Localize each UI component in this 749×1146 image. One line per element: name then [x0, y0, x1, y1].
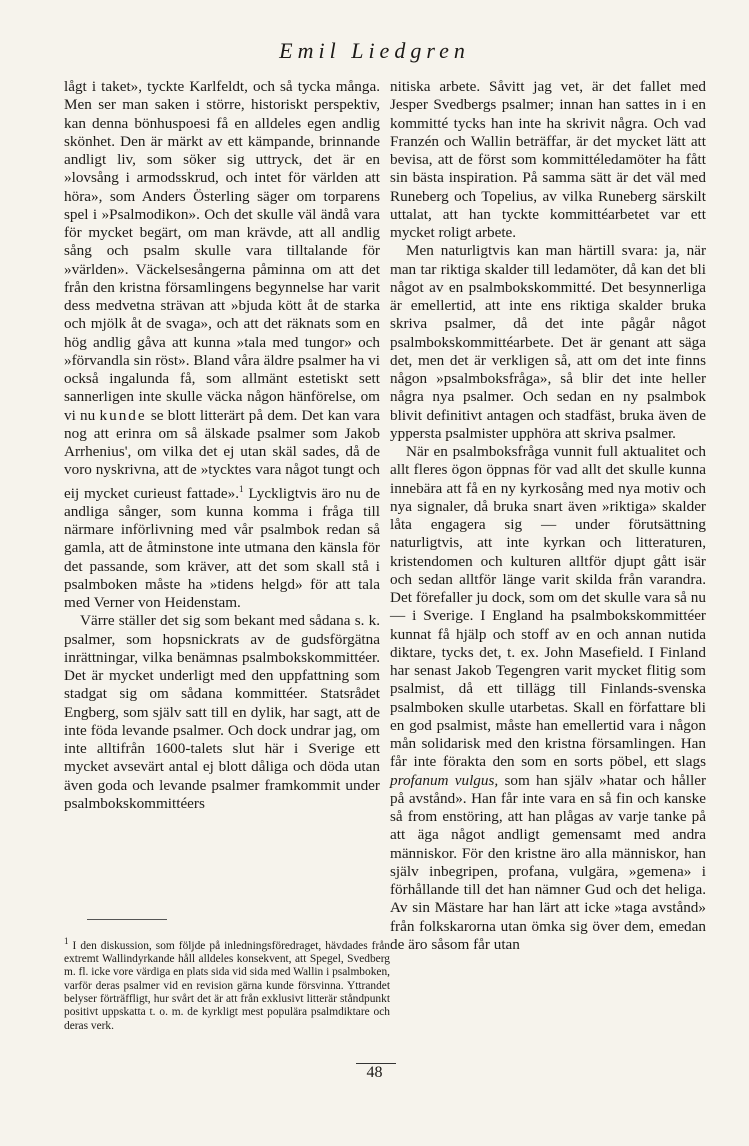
footnote-marker: 1 [239, 483, 244, 494]
paragraph [64, 78, 380, 612]
right-column [390, 78, 706, 954]
spaced-word: kunde [99, 406, 147, 424]
footnote-divider [87, 919, 167, 920]
paragraph-text: se blott litterärt på dem. Det kan vara nog att erinra om så älskade psalmer som Jakob Arrhenius', om vilka det ej utan skäl sades, då de voro nyskrivna, att de »tycktes vara något tungt och eij mycket curieust fattade». [64, 406, 381, 502]
footnote-number: 1 [64, 936, 69, 946]
paragraph-text: Lyckligtvis äro nu de andliga sånger, som kunna komma i fråga till närmare införlivning med vår psalmbok redan så gamla, att de åtminstone inte utmana den känsla för det passande, som kräver, att det som skall stå i psalmboken måste ha »tidens helgd» för att tala med Verner von Heidenstam. [64, 484, 380, 612]
page-number: 48 [366, 1064, 383, 1081]
paragraph: nitiska arbete. Såvitt jag vet, är det fallet med Jesper Svedbergs psalmer; innan han sattes in i en kommitté tycks han inte ha skrivit några. Och vad Franzén och Wallin beträffar, är det mycket lätt att bevisa, att de först som kommittéledamöter ha fått sin bästa inspiration. På samma sätt är det väl med Runeberg och Topelius, av vilka Runeberg särskilt uttalat, att han tyckte kommittéarbetet var ett mycket roligt arbete. [390, 78, 706, 241]
paragraph-text: lågt i taket», tyckte Karlfeldt, och så tycka många. Men ser man saken i större, historiskt perspektiv, kan denna bönhuspoesi få en alldeles egen andlig skönhet. Den är märkt av ett kämpande, brinnande andligt liv, som söker sig uttryck, det är en »lovsång i armodsskrud, och intet för världen att höra», som Anders Österling säger om torparens spel i »Psalmodikon». Och det skulle väl ändå vara för mycket begärt, om man krävde, att all andlig sång och psalm skulle vara tilltalande för »världen». Väckelsesångerna påminna om att det från den kristna församlingens begynnelse har varit dess medvetna strävan att »bjuda kött åt de starka och mjölk åt de svaga», och att det räknats som en hög andlig gåva att kunna »tala med tungor» och »förvandla sin röst». Bland våra äldre psalmer ha vi också ingalunda få, som allmänt estetiskt sett sannerligen inte skulle väcka någon hänförelse, om vi nu [64, 78, 380, 424]
paragraph: Men naturligtvis kan man härtill svara: ja, när man tar riktiga skalder till ledamöter, då kan det bli något av en psalmbokskommitté. Det besynnerliga är emellertid, att inte ens riktiga skalder bruka skriva psalmer, då det inte pågår något psalmbokskommittéarbete. Det är genant att säga det, men det är verkligen så, att om det inte finns någon »psalmboksfråga», så blir det inte heller några nya psalmer. Och sedan en ny psalmbok blivit definitivt antagen och stadfäst, bruka även de yppersta psalmister upphöra att skriva psalmer. [390, 242, 706, 442]
paragraph-text: som han själv »hatar och håller på avstånd». Han får inte vara en så fin och kanske så from enstöring, att han plågas av varje tanke på att äga något andligt gemensamt med andra människor. För den kristne äro alla människor, han själv inbegripen, profana, vulgära, »gemena» i förhållande till det han nämner Gud och det heliga. Av sin Mästare har han lärt att icke »taga avstånd» från folkskarorna utan ömka sig över dem, emedan de äro såsom får utan [390, 771, 707, 953]
left-column [64, 78, 380, 813]
footnote-text: I den diskussion, som följde på inledningsföredraget, hävdades från extremt Wallindyrkande håll alldeles konsekvent, att Spegel, Svedberg m. fl. icke vore värdiga en plats sida vid sida med Wallin i psalmboken, varför deras psalmer vid en revision gärna kunde försvinna. Yttrandet belyser förträffligt, hur svårt det är att från exklusivt litterär ståndpunkt positivt uppskatta t. o. m. de kyrkligt mest populära psalmdiktare och deras verk. [64, 939, 390, 1032]
footnote [64, 935, 390, 1033]
paragraph-text: När en psalmboksfråga vunnit full aktualitet och allt fleres ögon öppnas för vad allt det skulle kunna innebära att få en ny kyrkosång med nya motiv och nya signaler, då bruka snart även »riktiga» skalder låta engagera sig — under förutsättning naturligtvis, att inte kyrkan och litteraturen, kristendomen och kulturen alltför djupt gått isär och sedan alltför länge varit skilda från varandra. Det förefaller ju dock, som om det skulle vara så nu — i Sverige. I England ha psalmbokskommittéer kunnat få hjälp och stoff av en och annan nutida diktare, tycks det, t. ex. John Masefield. I Finland har senast Jakob Tegengren varit mycket flitig som psalmist, då ett tillägg till Finlands-svenska psalmboken skulle utarbetas. Skall en författare bli en god psalmist, måste han emellertid vara i någon mån solidarisk med den kristna församlingen. Han får inte förakta den som en sorts pöbel, ett slags [390, 443, 706, 771]
paragraph: Värre ställer det sig som bekant med sådana s. k. psalmer, som hopsnickrats av de gudsförgätna inrättningar, vilka benämnas psalmbokskommittéer. Det är mycket underligt med den uppfattning som stadgat sig om sådana kommittéer. Statsrådet Engberg, som själv satt till en dylik, har sagt, att de inte föda levande psalmer. Och dock undrar jag, om inte alltifrån 1600-talets slut här i Sverige ett mycket avsevärt antal ej blott dåliga och döda utan även goda och levande psalmer framkommit under psalmbokskommittéers [64, 612, 380, 812]
latin-phrase: profanum vulgus, [390, 771, 499, 789]
paragraph [390, 443, 706, 954]
running-header: Emil Liedgren [279, 38, 470, 63]
